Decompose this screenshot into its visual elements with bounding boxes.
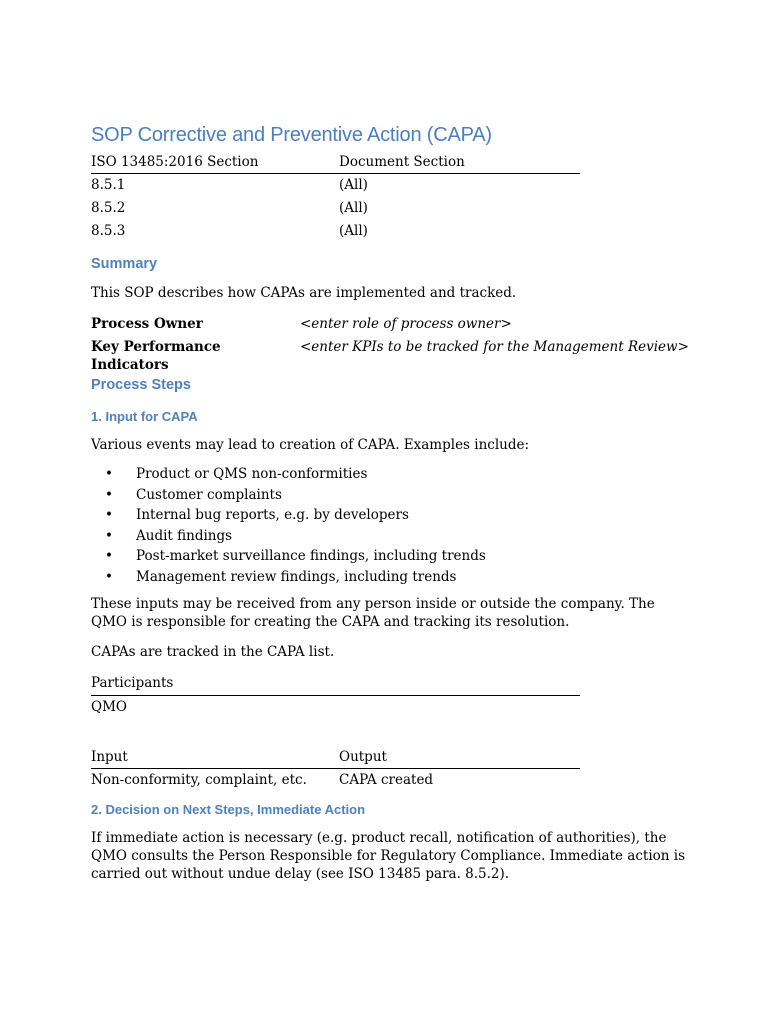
bullet-icon: • [105, 548, 113, 564]
list-item-text: Management review findings, including trends [136, 568, 457, 585]
bullet-icon: • [105, 568, 113, 585]
process-steps-heading: Process Steps [91, 377, 191, 393]
step2-heading: 2. Decision on Next Steps, Immediate Action [91, 802, 366, 817]
list-item-text: Customer complaints [136, 486, 282, 503]
summary-heading: Summary [91, 256, 158, 272]
step1-heading: 1. Input for CAPA [91, 409, 198, 424]
table-header-row [91, 675, 580, 696]
input-events-list [91, 465, 691, 588]
kpi-row [91, 338, 689, 374]
step1-para2: CAPAs are tracked in the CAPA list. [91, 644, 335, 660]
list-item-text: Internal bug reports, e.g. by developers [136, 507, 409, 523]
input-output-table [91, 748, 580, 792]
list-item-text: Post-market surveillance findings, including trends [136, 548, 486, 564]
kpi-value: <enter KPIs to be tracked for the Management Review> [300, 339, 689, 355]
table-cell: 8.5.1 [91, 177, 126, 193]
summary-text: This SOP describes how CAPAs are implemented and tracked. [91, 285, 517, 301]
table-row [91, 197, 580, 220]
summary-key-values [91, 315, 689, 374]
list-item [91, 547, 691, 568]
table-header-row [91, 748, 580, 769]
bullet-icon: • [105, 486, 113, 503]
table-header-output: Output [339, 748, 580, 769]
step2-para: If immediate action is necessary (e.g. product recall, notification of authorities), the QMO consults the Person Responsible for Regulatory Compliance. Immediate action is carried out without undue delay (see ISO 13485 para. 8.5.2). [91, 830, 686, 882]
table-row [91, 696, 580, 720]
process-owner-label: Process Owner [91, 316, 203, 332]
participants-table [91, 675, 580, 719]
bullet-icon: • [105, 507, 113, 523]
bullet-icon: • [105, 527, 113, 544]
list-item [91, 506, 691, 527]
table-row [91, 220, 580, 243]
list-item-text: Product or QMS non-conformities [136, 466, 368, 482]
list-item [91, 568, 691, 589]
table-header-participants: Participants [91, 675, 580, 696]
iso-section-table [91, 153, 580, 243]
table-row [91, 769, 580, 793]
table-cell: (All) [339, 200, 368, 216]
table-header-document: Document Section [339, 153, 580, 174]
document-title: SOP Corrective and Preventive Action (CAPA) [91, 124, 492, 146]
table-header-input: Input [91, 748, 339, 769]
table-row [91, 174, 580, 198]
table-cell: CAPA created [339, 772, 434, 788]
bullet-icon: • [105, 466, 113, 482]
step1-para1: These inputs may be received from any person inside or outside the company. The QMO is responsible for creating the CAPA and tracking its resolution. [91, 596, 655, 630]
kpi-label: Key Performance Indicators [91, 339, 221, 373]
list-item-text: Audit findings [136, 527, 233, 544]
document-content [91, 124, 691, 883]
step1-intro: Various events may lead to creation of CAPA. Examples include: [91, 437, 530, 453]
table-cell: QMO [91, 699, 127, 715]
process-owner-value: <enter role of process owner> [300, 316, 512, 332]
process-owner-row [91, 315, 689, 338]
table-header-row [91, 153, 580, 174]
list-item [91, 486, 691, 507]
table-header-iso: ISO 13485:2016 Section [91, 153, 339, 174]
table-cell: 8.5.2 [91, 200, 126, 216]
list-item [91, 527, 691, 548]
table-cell: (All) [339, 223, 368, 239]
table-cell: Non-conformity, complaint, etc. [91, 772, 307, 788]
table-cell: 8.5.3 [91, 223, 126, 239]
table-cell: (All) [339, 177, 368, 193]
list-item [91, 465, 691, 486]
